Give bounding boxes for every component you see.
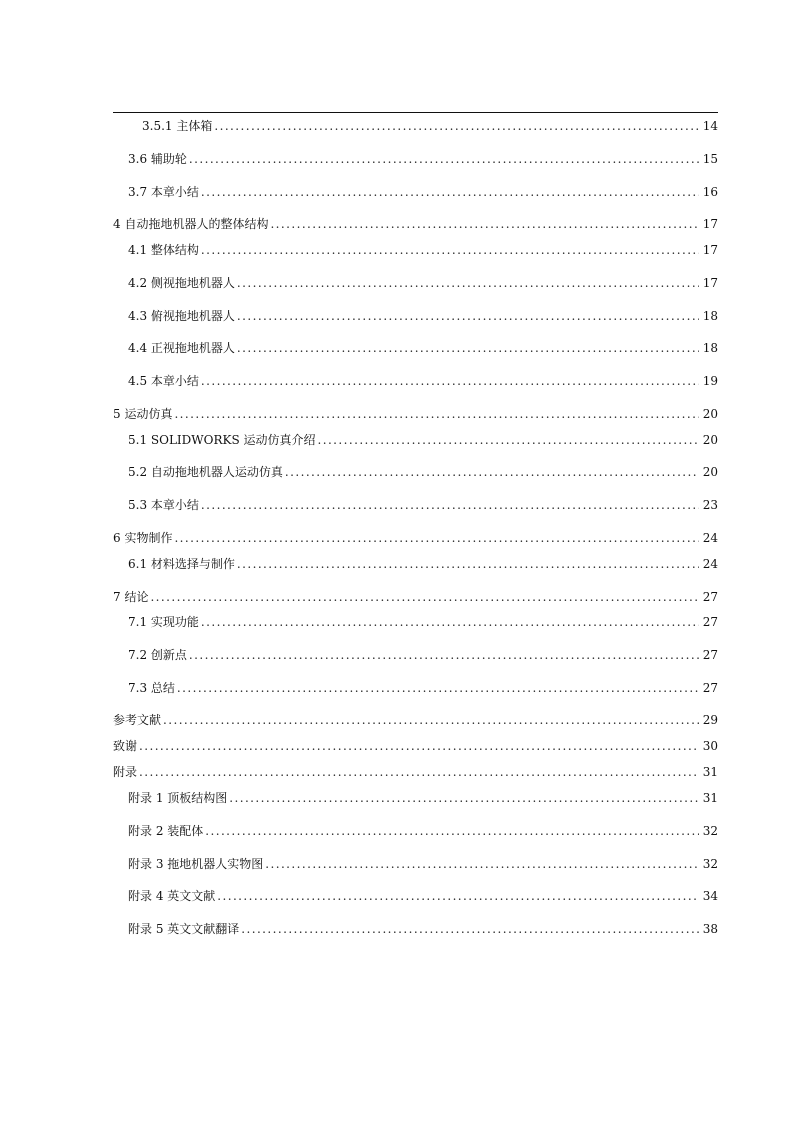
- toc-entry-label: 7.3 总结: [128, 681, 175, 695]
- toc-entry[interactable]: [128, 790, 718, 806]
- toc-entry[interactable]: [128, 647, 718, 663]
- toc-entry-label: 附录 5 英文文献翻译: [128, 922, 240, 936]
- toc-entry[interactable]: [113, 530, 718, 546]
- toc-entry[interactable]: [128, 308, 718, 324]
- toc-entry-label: 4.1 整体结构: [128, 243, 199, 257]
- toc-entry-label: 3.7 本章小结: [128, 185, 199, 199]
- toc-entry-page: 15: [702, 152, 718, 166]
- toc-entry[interactable]: [128, 614, 718, 630]
- toc-leader-dots: [163, 712, 699, 728]
- toc-entry[interactable]: [128, 373, 718, 389]
- toc-entry[interactable]: [128, 151, 718, 167]
- toc-entry-page: 20: [702, 465, 718, 479]
- toc-entry-page: 27: [702, 615, 718, 629]
- toc-entry-label: 附录: [113, 765, 138, 779]
- toc-entry-label: 7.2 创新点: [128, 648, 187, 662]
- toc-entry-page: 31: [702, 791, 718, 805]
- toc-entry-page: 27: [702, 681, 718, 695]
- toc-entry-label: 5 运动仿真: [113, 407, 173, 421]
- toc-entry-page: 38: [702, 922, 718, 936]
- toc-entry-label: 6.1 材料选择与制作: [128, 557, 235, 571]
- toc-leader-dots: [150, 589, 698, 605]
- toc-entry-label: 4.5 本章小结: [128, 374, 199, 388]
- toc-leader-dots: [318, 432, 699, 448]
- toc-entry-page: 30: [702, 739, 718, 753]
- toc-leader-dots: [201, 497, 699, 513]
- toc-entry[interactable]: [128, 432, 718, 448]
- toc-entry-label: 附录 4 英文文献: [128, 889, 216, 903]
- toc-leader-dots: [201, 614, 699, 630]
- toc-entry-label: 致谢: [113, 739, 138, 753]
- toc-leader-dots: [189, 647, 699, 663]
- toc-entry-page: 17: [702, 243, 718, 257]
- toc-entry-page: 29: [702, 713, 718, 727]
- toc-entry[interactable]: [113, 738, 718, 754]
- toc-leader-dots: [241, 921, 698, 937]
- toc-entry[interactable]: [113, 589, 718, 605]
- toc-leader-dots: [285, 464, 699, 480]
- toc-entry-page: 27: [702, 590, 718, 604]
- toc-entry-page: 18: [702, 341, 718, 355]
- toc-leader-dots: [201, 184, 699, 200]
- toc-leader-dots: [265, 856, 698, 872]
- toc-entry[interactable]: [128, 497, 718, 513]
- toc-entry-label: 参考文献: [113, 713, 162, 727]
- toc-entry-label: 7.1 实现功能: [128, 615, 199, 629]
- toc-entry[interactable]: [113, 406, 718, 422]
- toc-leader-dots: [189, 151, 699, 167]
- toc-entry-label: 4.2 侧视拖地机器人: [128, 276, 235, 290]
- toc-entry-page: 24: [702, 531, 718, 545]
- toc-entry[interactable]: [128, 184, 718, 200]
- toc-entry-label: 7 结论: [113, 590, 149, 604]
- toc-entry-page: 31: [702, 765, 718, 779]
- toc-entry-page: 32: [702, 824, 718, 838]
- toc-entry[interactable]: [128, 464, 718, 480]
- toc-entry-label: 附录 2 装配体: [128, 824, 204, 838]
- header-rule: [113, 112, 718, 113]
- toc-entry[interactable]: [128, 888, 718, 904]
- toc-entry[interactable]: [128, 856, 718, 872]
- toc-entry-page: 17: [702, 217, 718, 231]
- toc-entry[interactable]: [128, 556, 718, 572]
- toc-entry-page: 34: [702, 889, 718, 903]
- toc-entry-label: 5.1 SOLIDWORKS 运动仿真介绍: [128, 433, 316, 447]
- toc-leader-dots: [214, 118, 698, 134]
- toc-entry-label: 4.4 正视拖地机器人: [128, 341, 235, 355]
- toc-entry-label: 5.3 本章小结: [128, 498, 199, 512]
- toc-leader-dots: [237, 556, 699, 572]
- toc-entry-page: 19: [702, 374, 718, 388]
- toc-entry[interactable]: [128, 680, 718, 696]
- toc-leader-dots: [177, 680, 699, 696]
- toc-entry[interactable]: [113, 764, 718, 780]
- toc-leader-dots: [229, 790, 698, 806]
- toc-leader-dots: [270, 216, 698, 232]
- toc-leader-dots: [217, 888, 698, 904]
- toc-entry-page: 32: [702, 857, 718, 871]
- toc-entry[interactable]: [142, 118, 718, 134]
- toc-entry[interactable]: [128, 921, 718, 937]
- toc-entry-page: 17: [702, 276, 718, 290]
- toc-leader-dots: [174, 406, 698, 422]
- toc-entry-label: 附录 3 拖地机器人实物图: [128, 857, 264, 871]
- toc-entry[interactable]: [128, 823, 718, 839]
- toc-entry-page: 24: [702, 557, 718, 571]
- toc-entry-label: 4.3 俯视拖地机器人: [128, 309, 235, 323]
- toc-entry-label: 3.6 辅助轮: [128, 152, 187, 166]
- toc-entry[interactable]: [128, 242, 718, 258]
- toc-entry-label: 6 实物制作: [113, 531, 173, 545]
- toc-entry-page: 27: [702, 648, 718, 662]
- toc-leader-dots: [139, 738, 699, 754]
- toc-entry-label: 4 自动拖地机器人的整体结构: [113, 217, 269, 231]
- toc-entry-page: 23: [702, 498, 718, 512]
- toc-entry-page: 14: [702, 119, 718, 133]
- toc-leader-dots: [201, 242, 699, 258]
- toc-leader-dots: [205, 823, 698, 839]
- toc-entry-label: 5.2 自动拖地机器人运动仿真: [128, 465, 283, 479]
- toc-leader-dots: [237, 275, 699, 291]
- toc-entry-label: 附录 1 顶板结构图: [128, 791, 228, 805]
- toc-leader-dots: [237, 340, 699, 356]
- toc-entry-page: 16: [702, 185, 718, 199]
- toc-entry[interactable]: [128, 340, 718, 356]
- toc-entry-label: 3.5.1 主体箱: [142, 119, 213, 133]
- toc-entry-page: 20: [702, 407, 718, 421]
- toc-entry[interactable]: [113, 216, 718, 232]
- toc-entry[interactable]: [113, 712, 718, 728]
- toc-leader-dots: [237, 308, 699, 324]
- toc-entry-page: 18: [702, 309, 718, 323]
- toc-entry[interactable]: [128, 275, 718, 291]
- toc-leader-dots: [201, 373, 699, 389]
- toc-entry-page: 20: [702, 433, 718, 447]
- toc-leader-dots: [174, 530, 698, 546]
- toc-leader-dots: [139, 764, 699, 780]
